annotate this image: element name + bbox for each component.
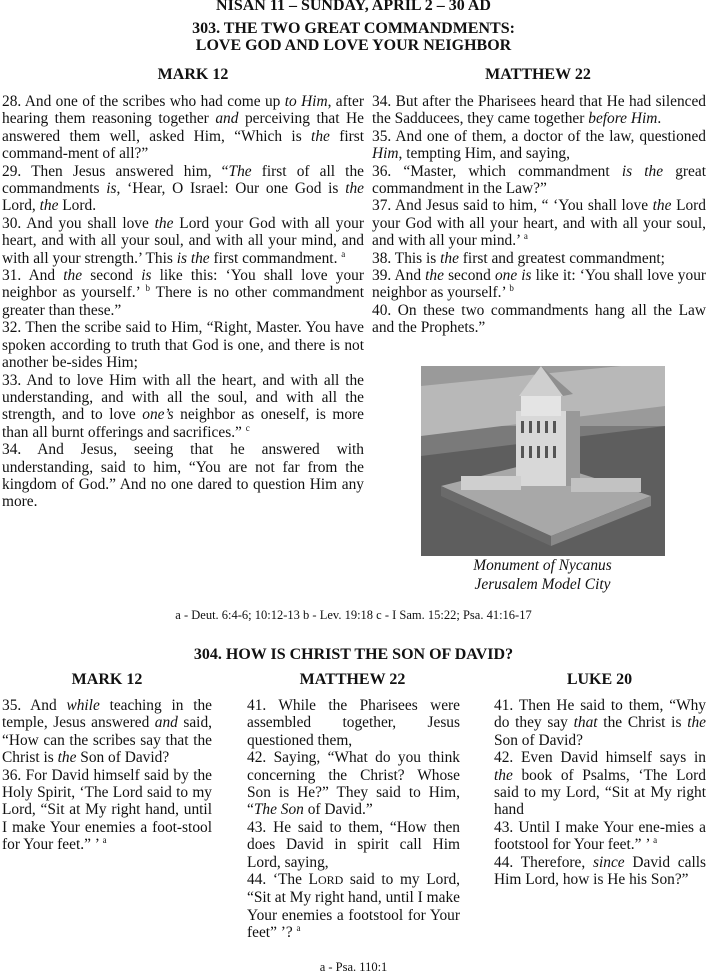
mark12-text-304: 35. And while teaching in the temple, Jesus answered and said, “How can the scribes say that the Christ is the Son of David? 36. For David himself said by the Holy Spirit, ‘The Lord said to my Lord, “Sit at My right hand, until I make Your enemies a foot-stool for Your feet.” ’ $^a$ bbox=[2, 697, 213, 854]
mark12-text: 28. And one of the scribes who had come up to Him, after hearing them reasoning together and perceiving that He answered them well, asked Him, “Which is the first command-ment of all?” 29. Then Jesus answered him, “The first of all the commandments is, ‘Hear, O Israel: Our one God is the Lord, the Lord. 30. And you shall love the Lord your God with all your heart, and with all your soul, and with all your mind, and with all your strength.’ This is the first commandment. $^a$ 31. And the second is like this: ‘You shall love your neighbor as yourself.’ $^b$ There is no other commandment greater than these.” 32. Then the scribe said to Him, “Right, Master. You have spoken according to truth that God is one, and there is not another be-sides Him; 33. And to love Him with all the heart, and with all the understanding, and with all the soul, and with all the strength, and to love one’s neighbor as oneself, is more than all burnt offerings and sacrifices.” $^c$ 34. And Jesus, seeing that he answered with understanding, said to him, “You are not far from the kingdom of God.” And no one dared to question Him any more. bbox=[2, 93, 365, 511]
section-304-title: 304. HOW IS CHRIST THE SON OF DAVID? bbox=[193, 646, 514, 663]
section-303-title-line2: LOVE GOD AND LOVE YOUR NEIGHBOR bbox=[195, 37, 512, 54]
section-304-footnote: a - Psa. 110:1 bbox=[319, 960, 388, 974]
image-caption-line2: Jerusalem Model City bbox=[474, 576, 611, 593]
matthew22-text-304: 41. While the Pharisees were assembled together, Jesus questioned them, 42. Saying, “What do you think concerning the Christ? Whose Son is He?” They said to Him, “The Son of David.” 43. He said to them, “How then does David in spirit call Him Lord, saying, 44. ‘The LORD said to my Lord, “Sit at My right hand, until I make Your enemies a footstool for Your feet” ’? $^a$ bbox=[247, 697, 460, 942]
section-303-footnote: a - Deut. 6:4-6; 10:12-13 b - Lev. 19:18 c - I Sam. 15:22; Psa. 41:16-17 bbox=[175, 608, 532, 622]
luke20-text-304: 41. Then He said to them, “Why do they say that the Christ is the Son of David? 42. Even David himself says in the book of Psalms, ‘The Lord said to my Lord, “Sit at My right hand 43. Until I make Your ene-mies a footstool for Your feet.” ’ $^a$ 44. Therefore, since David calls Him Lord, how is He his Son?” bbox=[494, 697, 706, 889]
page-header: NISAN 11 – SUNDAY, APRIL 2 – 30 AD bbox=[216, 0, 491, 14]
image-caption-line1: Monument of Nycanus bbox=[473, 557, 612, 574]
monument-image bbox=[421, 366, 665, 556]
section-303-title-line1: 303. THE TWO GREAT COMMANDMENTS: bbox=[192, 20, 515, 37]
matthew22-heading: MATTHEW 22 bbox=[485, 66, 591, 83]
mark12-heading: MARK 12 bbox=[157, 66, 229, 83]
luke20-heading-304: LUKE 20 bbox=[566, 671, 633, 688]
section-303-title bbox=[0, 20, 707, 54]
mark12-heading-304: MARK 12 bbox=[71, 671, 143, 688]
matthew22-text: 34. But after the Pharisees heard that He had silenced the Sadducees, they came together before Him. 35. And one of them, a doctor of the law, questioned Him, tempting Him, and saying, 36. “Master, which commandment is the great commandment in the Law?” 37. And Jesus said to him, “ ‘You shall love the Lord your God with all your heart, and with all your soul, and with all your mind.’ $^a$ 38. This is the first and greatest commandment; 39. And the second one is like it: ‘You shall love your neighbor as yourself.’ $^b$ 40. On these two commandments hang all the Law and the Prophets.” bbox=[372, 93, 707, 337]
matthew22-heading-304: MATTHEW 22 bbox=[299, 671, 406, 688]
